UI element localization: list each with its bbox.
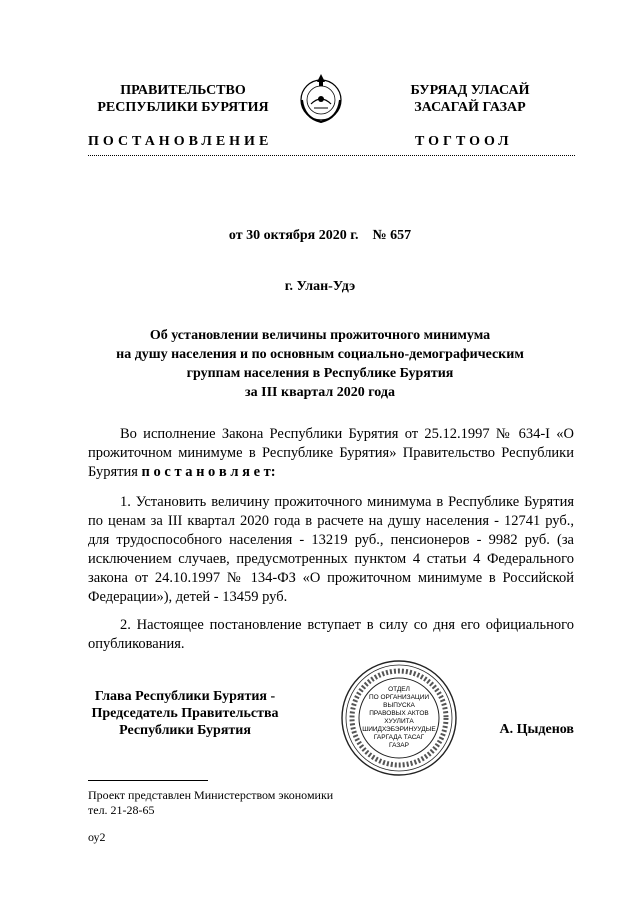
signatory-name: А. Цыденов: [499, 722, 574, 737]
intro-text: Во исполнение Закона Республики Бурятия от 25.12.1997 № 634-I «О прожиточном минимуме в Республике Бурятия» Правительство Республики Бурятия: [88, 426, 574, 480]
position-line1: Глава Республики Бурятия -: [94, 689, 276, 704]
header-divider: [88, 155, 575, 156]
header-right-line1: БУРЯАД УЛАСАЙ: [410, 83, 530, 98]
footnote: [88, 788, 333, 818]
official-stamp: [339, 658, 459, 778]
title-line3: группам населения в Республике Бурятия: [186, 366, 454, 381]
position-line2: Председатель Правительства: [91, 706, 279, 721]
footnote-line2: тел. 21-28-65: [88, 803, 155, 817]
doc-type-right: ТОГТООЛ: [415, 134, 513, 149]
header-left-line2: РЕСПУБЛИКИ БУРЯТИЯ: [97, 100, 269, 115]
title-line1: Об установлении величины прожиточного минимума: [149, 328, 491, 343]
title-line4: за III квартал 2020 года: [245, 385, 395, 400]
doc-type-left: ПОСТАНОВЛЕНИЕ: [88, 134, 273, 149]
intro-paragraph: [88, 425, 574, 482]
intro-emphasis: п о с т а н о в л я е т:: [141, 464, 276, 480]
coat-of-arms-emblem: [296, 70, 346, 126]
signatory-position: [80, 688, 290, 739]
date-number: от 30 октября 2020 г. № 657: [228, 228, 412, 243]
header-left-line1: ПРАВИТЕЛЬСТВО: [120, 83, 246, 98]
position-line3: Республики Бурятия: [119, 723, 251, 738]
header-left: [88, 82, 278, 116]
header-right: [380, 82, 560, 116]
document-title: [0, 326, 640, 402]
document-code: оу2: [88, 830, 106, 844]
title-line2: на душу населения и по основным социально-демографическим: [116, 347, 524, 362]
item-2-paragraph: 2. Настоящее постановление вступает в силу со дня его официального опубликования.: [88, 617, 574, 652]
city: г. Улан-Удэ: [284, 279, 356, 294]
item-1-paragraph: 1. Установить величину прожиточного минимума в Республике Бурятия по ценам за III квартал 2020 года в расчете на душу населения - 12741 руб., для трудоспособного населения - 13219 руб., пенсионеров - 9982 руб. (за исключением случаев, предусмотренных пунктом 4 статьи 4 Федерального закона от 24.10.1997 № 134-ФЗ «О прожиточном минимуме в Российской Федерации»), детей - 13459 руб.: [88, 494, 574, 605]
footnote-divider: [88, 780, 208, 781]
stamp-inner-text: ОТДЕЛ ПО ОРГАНИЗАЦИИ ВЫПУСКА ПРАВОВЫХ АКТОВ ХУУЛИТА ШИИДХЭБЭРИНУУДЫЕ ГАРГАДА ТАСАГ ГАЗАР: [362, 686, 436, 749]
header-right-line2: ЗАСАГАЙ ГАЗАР: [414, 100, 526, 115]
footnote-line1: Проект представлен Министерством экономики: [88, 788, 334, 802]
